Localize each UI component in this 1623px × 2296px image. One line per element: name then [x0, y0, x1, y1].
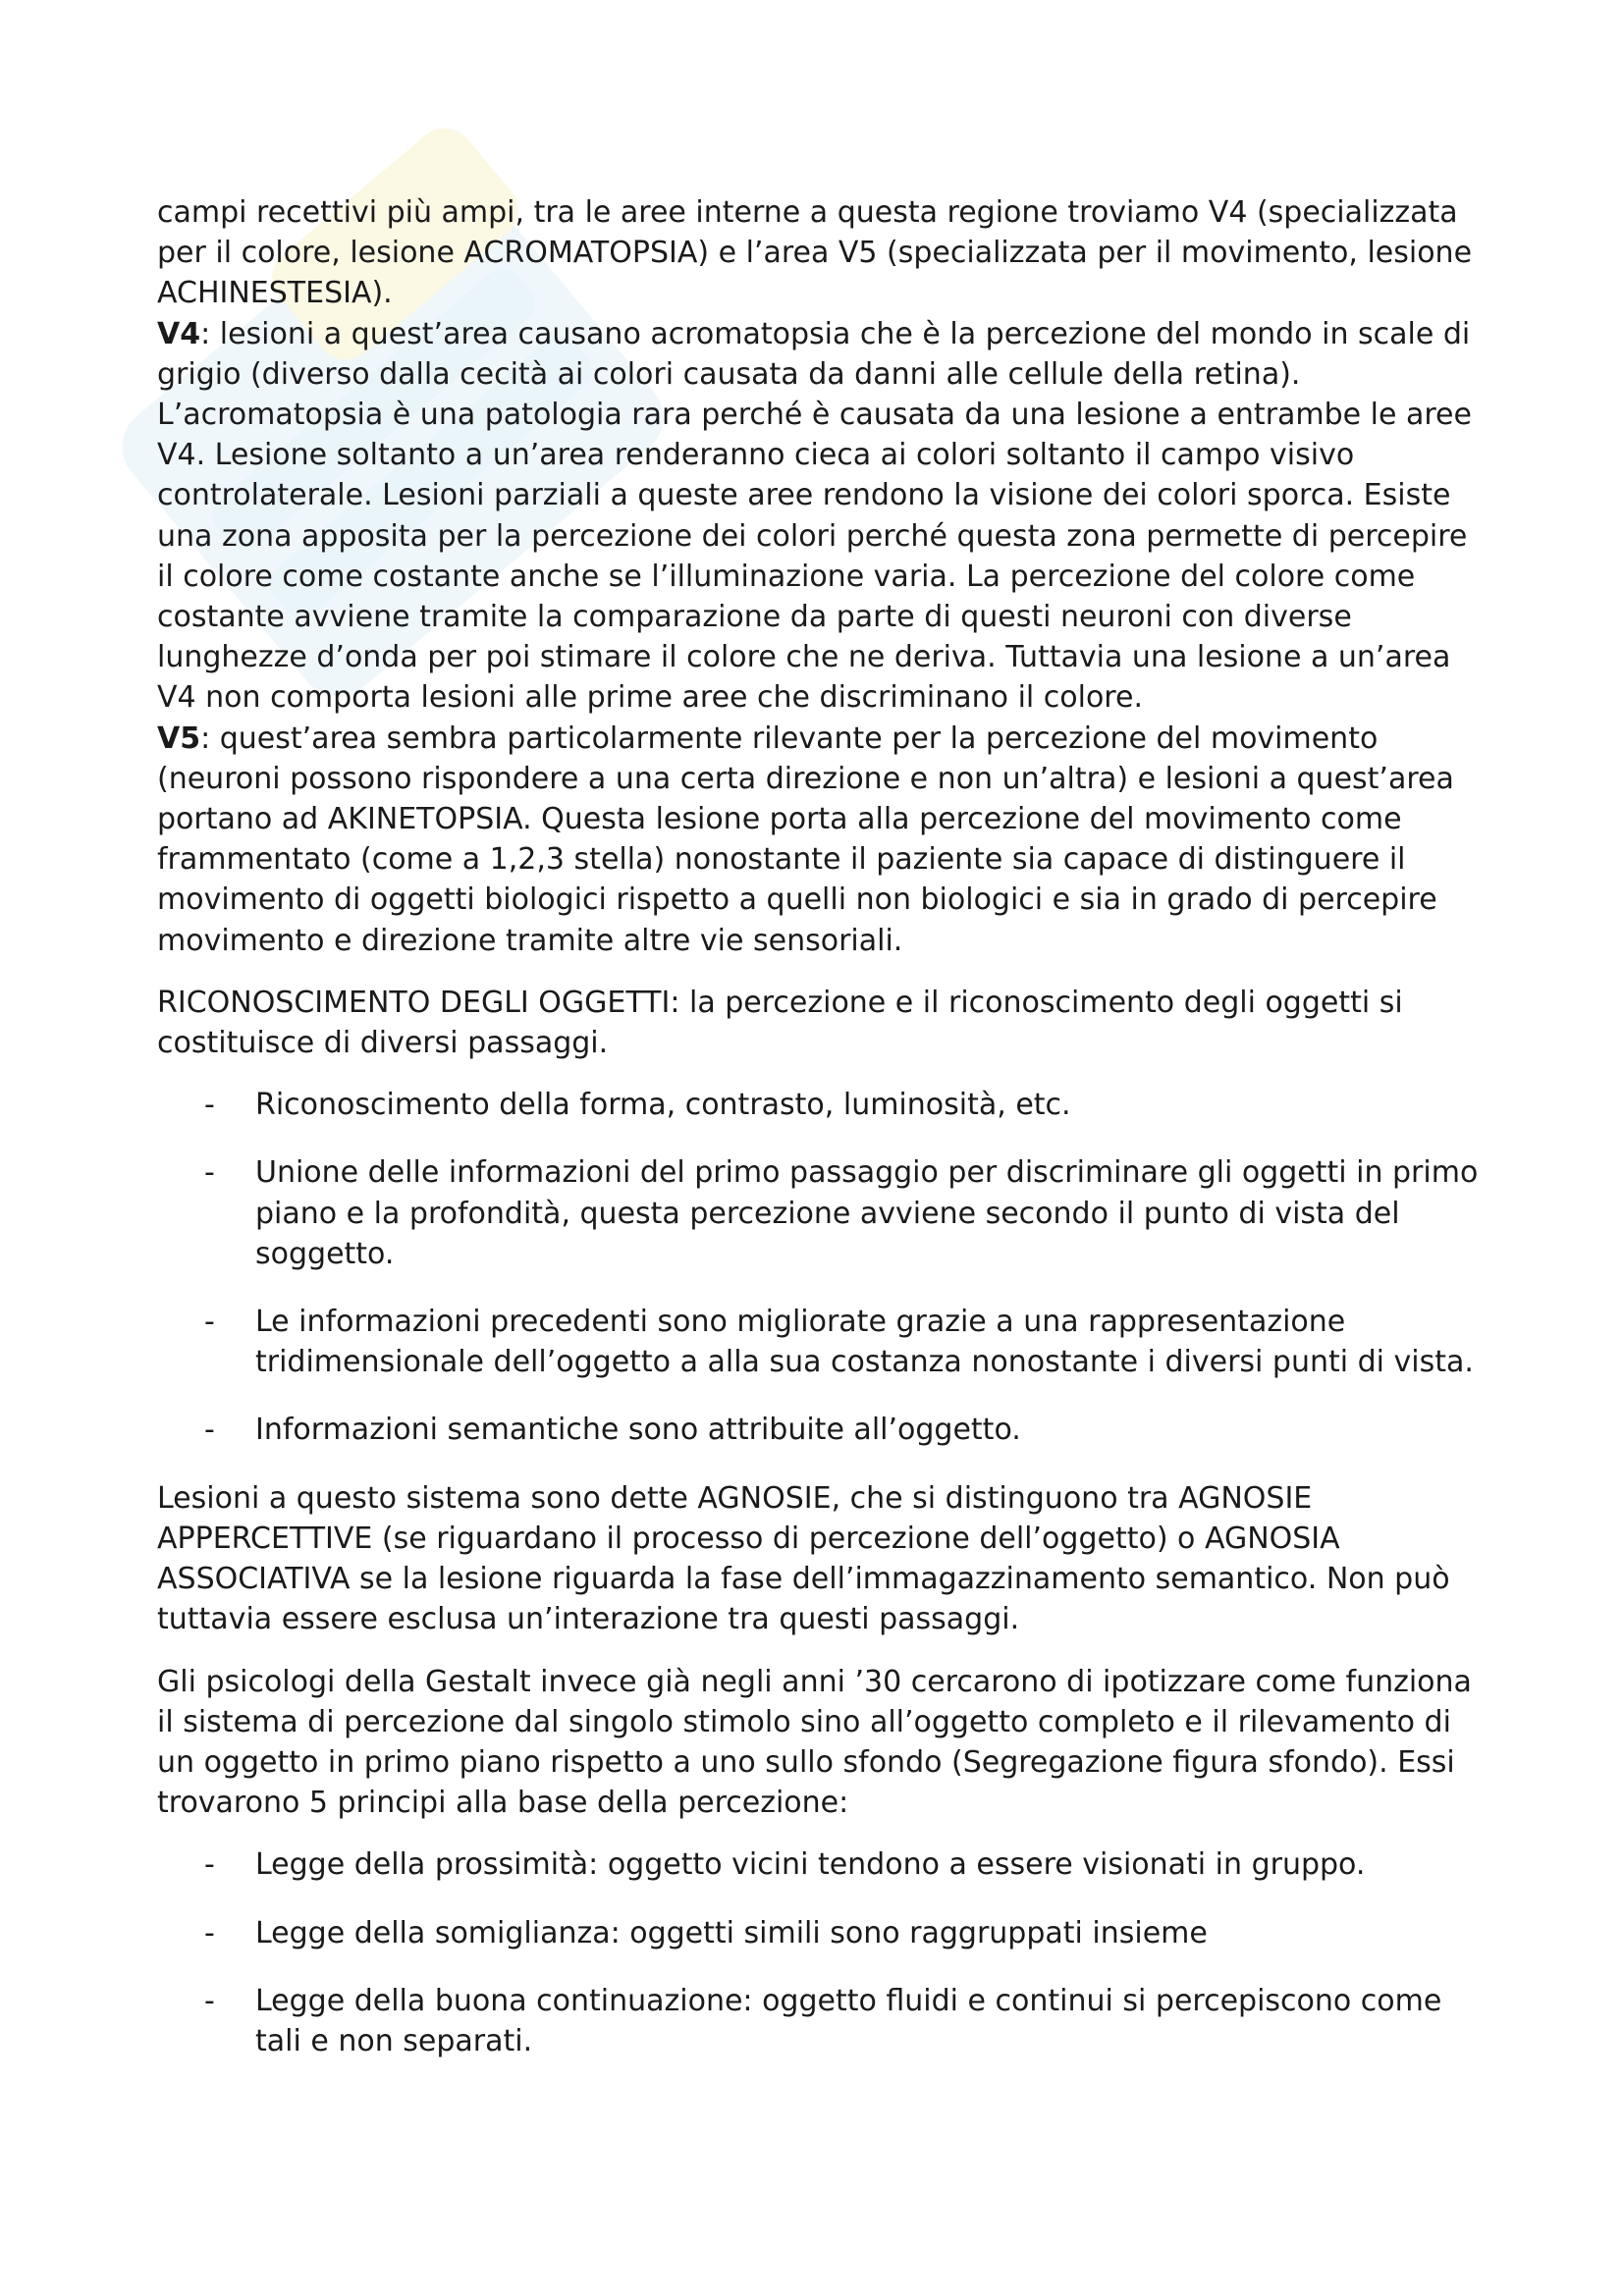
document-page [157, 192, 1492, 2089]
dash-bullet: - [204, 1847, 215, 1883]
gestalt-paragraph: Gli psicologi della Gestalt invece già negli anni ’30 cercarono di ipotizzare come funziona il sistema di percezione dal singolo stimolo sino all’oggetto completo e il rilevamento di un oggetto in primo piano rispetto a uno sullo sfondo (Segregazione figura sfondo). Essi trovarono 5 principi alla base della percezione: [157, 1664, 1472, 1821]
dash-bullet: - [204, 1983, 215, 2018]
list-item: - Riconoscimento della forma, contrasto, luminosità, etc. [157, 1085, 1492, 1125]
gestalt-laws-list [157, 1844, 1492, 2061]
intro-paragraph: campi recettivi più ampi, tra le aree interne a questa regione troviamo V4 (specializzata per il colore, lesione ACROMATOPSIA) e l’area V5 (specializzata per il movimento, lesione ACHINESTESIA). [157, 195, 1473, 311]
list-item: - Legge della buona continuazione: oggetto fluidi e continui si percepiscono come tali e non separati. [157, 1981, 1492, 2061]
v5-label: V5 [157, 721, 201, 756]
dash-bullet: - [204, 1413, 215, 1448]
dash-bullet: - [204, 1305, 215, 1340]
agnosie-paragraph: Lesioni a questo sistema sono dette AGNOSIE, che si distinguono tra AGNOSIE APPERCETTIVE (se riguardano il processo di percezione dell’oggetto) o AGNOSIA ASSOCIATIVA se la lesione riguarda la fase dell’immagazzinamento semantico. Non può tuttavia essere esclusa un’interazione tra questi passaggi. [157, 1480, 1450, 1637]
list-item: - Le informazioni precedenti sono migliorate grazie a una rappresentazione tridimensionale dell’oggetto a alla sua costanza nonostante i diversi punti di vista. [157, 1302, 1492, 1382]
recognition-steps-list [157, 1085, 1492, 1450]
dash-bullet: - [204, 1915, 215, 1950]
dash-bullet: - [204, 1088, 215, 1123]
v4-paragraph [157, 314, 1492, 719]
v4-label: V4 [157, 316, 201, 351]
v5-paragraph [157, 719, 1492, 961]
v5-text: : quest’area sembra particolarmente rilevante per la percezione del movimento (neuroni possono rispondere a una certa direzione e non un’altra) e lesioni a quest’area portano ad AKINETOPSIA. Questa lesione porta alla percezione del movimento come frammentato (come a 1,2,3 stella) nonostante il paziente sia capace di distinguere il movimento di oggetti biologici rispetto a quelli non biologici e sia in grado di percepire movimento e direzione tramite altre vie sensoriali. [157, 721, 1454, 958]
list-item: - Legge della prossimità: oggetto vicini tendono a essere visionati in gruppo. [157, 1844, 1492, 1885]
list-item: - Legge della somiglianza: oggetti simili sono raggruppati insieme [157, 1913, 1492, 1953]
list-item: - Informazioni semantiche sono attribuite all’oggetto. [157, 1410, 1492, 1450]
recognition-intro-paragraph: RICONOSCIMENTO DEGLI OGGETTI: la percezione e il riconoscimento degli oggetti si costituisce di diversi passaggi. [157, 985, 1403, 1061]
dash-bullet: - [204, 1155, 215, 1191]
list-item: - Unione delle informazioni del primo passaggio per discriminare gli oggetti in primo piano e la profondità, questa percezione avviene secondo il punto di vista del soggetto. [157, 1152, 1492, 1274]
v4-text: : lesioni a quest’area causano acromatopsia che è la percezione del mondo in scale di grigio (diverso dalla cecità ai colori causata da danni alle cellule della retina). L’acromatopsia è una patologia rara perché è causata da una lesione a entrambe le aree V4. Lesione soltanto a un’area renderanno cieca ai colori soltanto il campo visivo controlaterale. Lesioni parziali a queste aree rendono la visione dei colori sporca. Esiste una zona apposita per la percezione dei colori perché questa zona permette di percepire il colore come costante anche se l’illuminazione varia. La percezione del colore come costante avviene tramite la comparazione da parte di questi neuroni con diverse lunghezze d’onda per poi stimare il colore che ne deriva. Tuttavia una lesione a un’area V4 non comporta lesioni alle prime aree che discriminano il colore. [157, 316, 1472, 716]
